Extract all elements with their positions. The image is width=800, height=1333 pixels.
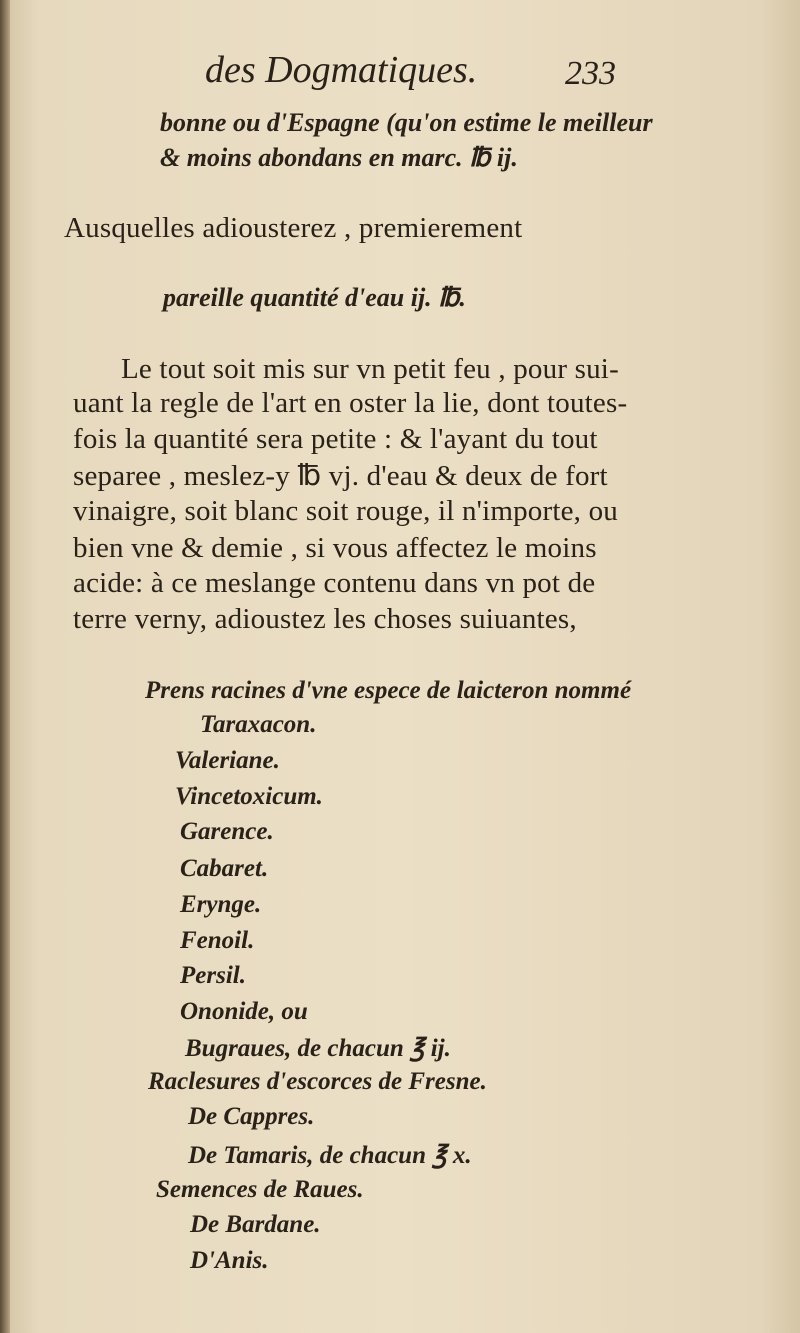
running-header-title: des Dogmatiques. xyxy=(205,49,478,91)
paragraph-line-5: vinaigre, soit blanc soit rouge, il n'importe, ou xyxy=(73,495,618,527)
recipe-line-2: Taraxacon. xyxy=(200,711,317,738)
recipe-line-4: Vincetoxicum. xyxy=(175,783,323,810)
paragraph-line-1: Le tout soit mis sur vn petit feu , pour sui- xyxy=(121,353,619,385)
recipe-line-3: Valeriane. xyxy=(175,747,280,774)
paragraph-line-6: bien vne & demie , si vous affectez le moins xyxy=(73,532,597,564)
paragraph-line-8: terre verny, adioustez les choses suiuantes, xyxy=(73,603,577,635)
recipe-line-7: Eryngе. xyxy=(180,891,262,918)
recipe-line-6: Cabaret. xyxy=(180,855,269,882)
recipe-line-11: Bugraues, de chacun ℥ ij. xyxy=(185,1035,451,1062)
intro-line-2: & moins abondans en marc. ℔ ij. xyxy=(160,143,518,172)
recipe-line-14: De Tamaris, de chacun ℥ x. xyxy=(188,1142,472,1169)
paragraph-line-2: uant la regle de l'art en oster la lie, dont toutes- xyxy=(73,387,628,419)
lead-line: Ausquelles adiousterez , premierement xyxy=(64,212,523,244)
paragraph-line-4: separee , meslez-y ℔ vj. d'eau & deux de fort xyxy=(73,460,608,492)
page-gutter xyxy=(0,0,10,1333)
intro-line-1: bonne ou d'Espagne (qu'on estime le meilleur xyxy=(160,108,653,137)
recipe-line-5: Garence. xyxy=(180,818,274,845)
recipe-line-1: Prens racines d'vne espece de laicteron nommé xyxy=(145,677,632,704)
paragraph-line-3: fois la quantité sera petite : & l'ayant du tout xyxy=(73,423,598,455)
recipe-line-8: Fenoil. xyxy=(180,927,255,954)
recipe-line-16: De Bardane. xyxy=(190,1211,321,1238)
water-line: pareille quantité d'eau ij. ℔. xyxy=(163,283,466,312)
page-number: 233 xyxy=(565,55,616,92)
recipe-line-13: De Cappres. xyxy=(188,1103,315,1130)
recipe-line-12: Raclesures d'escorces de Fresne. xyxy=(148,1068,487,1095)
recipe-line-17: D'Anis. xyxy=(190,1247,269,1274)
recipe-line-9: Persil. xyxy=(180,962,246,989)
paragraph-line-7: acide: à ce meslange contenu dans vn pot de xyxy=(73,567,596,599)
recipe-line-10: Ononide, ou xyxy=(180,998,308,1025)
recipe-line-15: Semences de Raues. xyxy=(156,1176,364,1203)
